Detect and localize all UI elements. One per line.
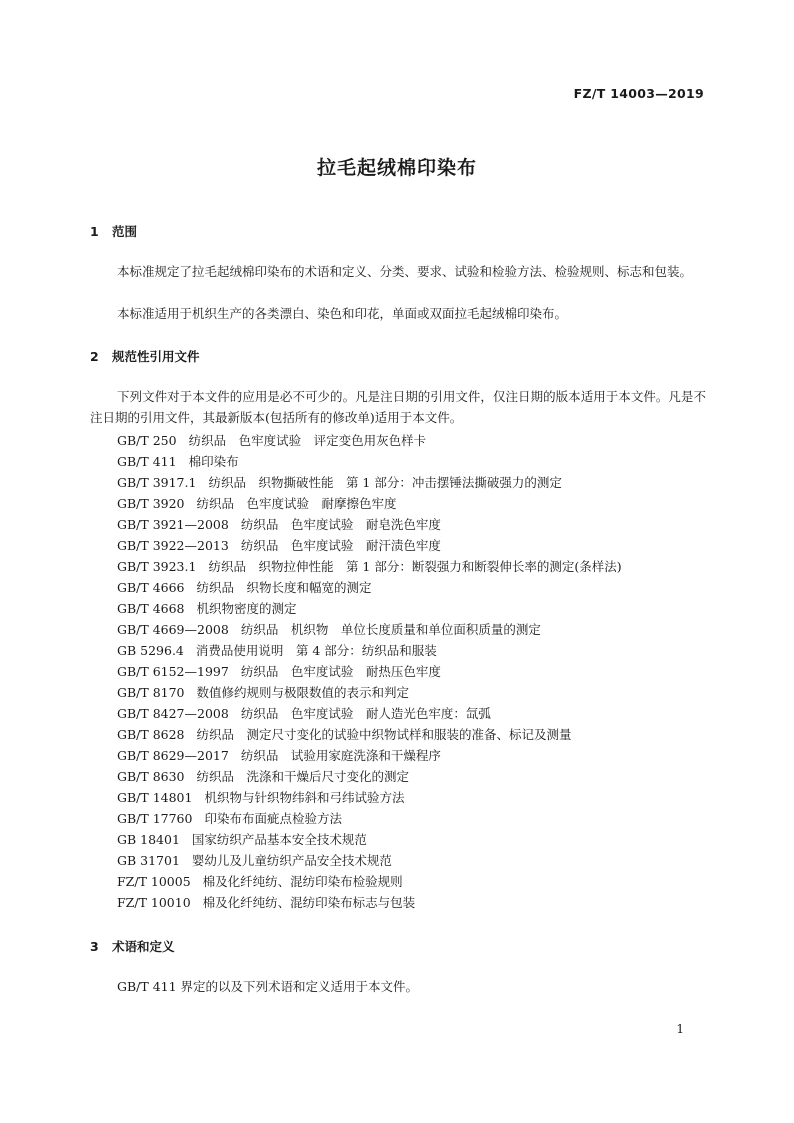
reference-title: 棉及化纤纯纺、混纺印染布检验规则 [202,874,403,889]
section-title: 规范性引用文件 [112,349,200,364]
reference-title: 纺织品 色牢度试验 耐摩擦色牢度 [196,496,397,511]
reference-title: 数值修约规则与极限数值的表示和判定 [196,685,410,700]
reference-code: GB/T 4668 [117,601,185,616]
reference-code: GB 31701 [117,853,180,868]
reference-code: GB/T 8630 [117,769,185,784]
reference-item [117,682,622,703]
reference-title: 婴幼儿及儿童纺织产品安全技术规范 [191,853,392,868]
reference-code: GB/T 8629—2017 [117,748,229,763]
reference-item [117,745,622,766]
reference-title: 纺织品 试验用家庭洗涤和干燥程序 [240,748,441,763]
reference-title: 纺织品 色牢度试验 耐汗渍色牢度 [240,538,441,553]
reference-item [117,556,622,577]
reference-item [117,871,622,892]
reference-code: GB/T 4669—2008 [117,622,229,637]
reference-title: 纺织品 机织物 单位长度质量和单位面积质量的测定 [240,622,541,637]
reference-code: GB/T 3920 [117,496,185,511]
reference-item [117,514,622,535]
reference-code: GB/T 3922—2013 [117,538,229,553]
section-number: 1 [90,224,99,239]
reference-title: 纺织品 织物长度和幅宽的测定 [196,580,372,595]
reference-title: 纺织品 测定尺寸变化的试验中织物试样和服装的准备、标记及测量 [196,727,572,742]
reference-item [117,577,622,598]
reference-item [117,472,622,493]
reference-title: 纺织品 色牢度试验 耐人造光色牢度：氙弧 [240,706,491,721]
reference-item [117,766,622,787]
scope-paragraph-1: 本标准规定了拉毛起绒棉印染布的术语和定义、分类、要求、试验和检验方法、检验规则、标志和包装。 [117,264,693,279]
reference-code: GB/T 8427—2008 [117,706,229,721]
reference-code: GB/T 8628 [117,727,185,742]
section-heading-scope [90,222,137,240]
reference-title: 纺织品 色牢度试验 评定变色用灰色样卡 [188,433,427,448]
reference-title: 机织物与针织物纬斜和弓纬试验方法 [204,790,405,805]
reference-title: 国家纺织产品基本安全技术规范 [191,832,367,847]
reference-code: GB 5296.4 [117,643,184,658]
reference-title: 消费品使用说明 第 4 部分：纺织品和服装 [195,643,437,658]
terms-intro-paragraph: GB/T 411 界定的以及下列术语和定义适用于本文件。 [117,979,419,994]
reference-code: GB/T 4666 [117,580,185,595]
reference-title: 纺织品 色牢度试验 耐热压色牢度 [240,664,441,679]
reference-item [117,535,622,556]
references-intro-paragraph: 下列文件对于本文件的应用是必不可少的。凡是注日期的引用文件，仅注日期的版本适用于本文件。凡是不注日期的引用文件，其最新版本(包括所有的修改单)适用于本文件。 [90,389,706,425]
reference-list [117,430,622,913]
reference-title: 棉及化纤纯纺、混纺印染布标志与包装 [202,895,416,910]
section-number: 2 [90,349,99,364]
reference-item [117,724,622,745]
reference-item [117,451,622,472]
reference-code: GB/T 3923.1 [117,559,197,574]
reference-item [117,892,622,913]
reference-code: GB/T 411 [117,454,177,469]
reference-code: GB/T 8170 [117,685,185,700]
reference-item [117,640,622,661]
reference-item [117,598,622,619]
reference-code: GB/T 3917.1 [117,475,197,490]
reference-title: 棉印染布 [188,454,239,469]
section-title: 范围 [112,224,138,239]
reference-item [117,829,622,850]
reference-item [117,661,622,682]
reference-code: GB/T 250 [117,433,177,448]
reference-code: GB/T 14801 [117,790,193,805]
reference-code: GB/T 3921—2008 [117,517,229,532]
section-heading-terms-and-definitions [90,937,175,955]
reference-title: 纺织品 洗涤和干燥后尺寸变化的测定 [196,769,410,784]
standard-code: FZ/T 14003—2019 [573,86,704,101]
reference-item [117,808,622,829]
reference-item [117,850,622,871]
reference-title: 纺织品 织物撕破性能 第 1 部分：冲击摆锤法撕破强力的测定 [208,475,562,490]
reference-code: GB/T 6152—1997 [117,664,229,679]
section-title: 术语和定义 [112,939,175,954]
reference-item [117,493,622,514]
reference-title: 机织物密度的测定 [196,601,297,616]
reference-title: 印染布布面疵点检验方法 [204,811,342,826]
section-heading-normative-references [90,347,200,365]
reference-title: 纺织品 织物拉伸性能 第 1 部分：断裂强力和断裂伸长率的测定(条样法) [208,559,622,574]
reference-code: FZ/T 10010 [117,895,191,910]
reference-title: 纺织品 色牢度试验 耐皂洗色牢度 [240,517,441,532]
reference-item [117,619,622,640]
section-number: 3 [90,939,99,954]
document-title: 拉毛起绒棉印染布 [316,157,477,179]
reference-item [117,703,622,724]
scope-paragraph-2: 本标准适用于机织生产的各类漂白、染色和印花，单面或双面拉毛起绒棉印染布。 [117,306,568,321]
page-number: 1 [676,1022,684,1036]
reference-item [117,787,622,808]
reference-code: GB/T 17760 [117,811,193,826]
reference-item [117,430,622,451]
reference-code: GB 18401 [117,832,180,847]
reference-code: FZ/T 10005 [117,874,191,889]
